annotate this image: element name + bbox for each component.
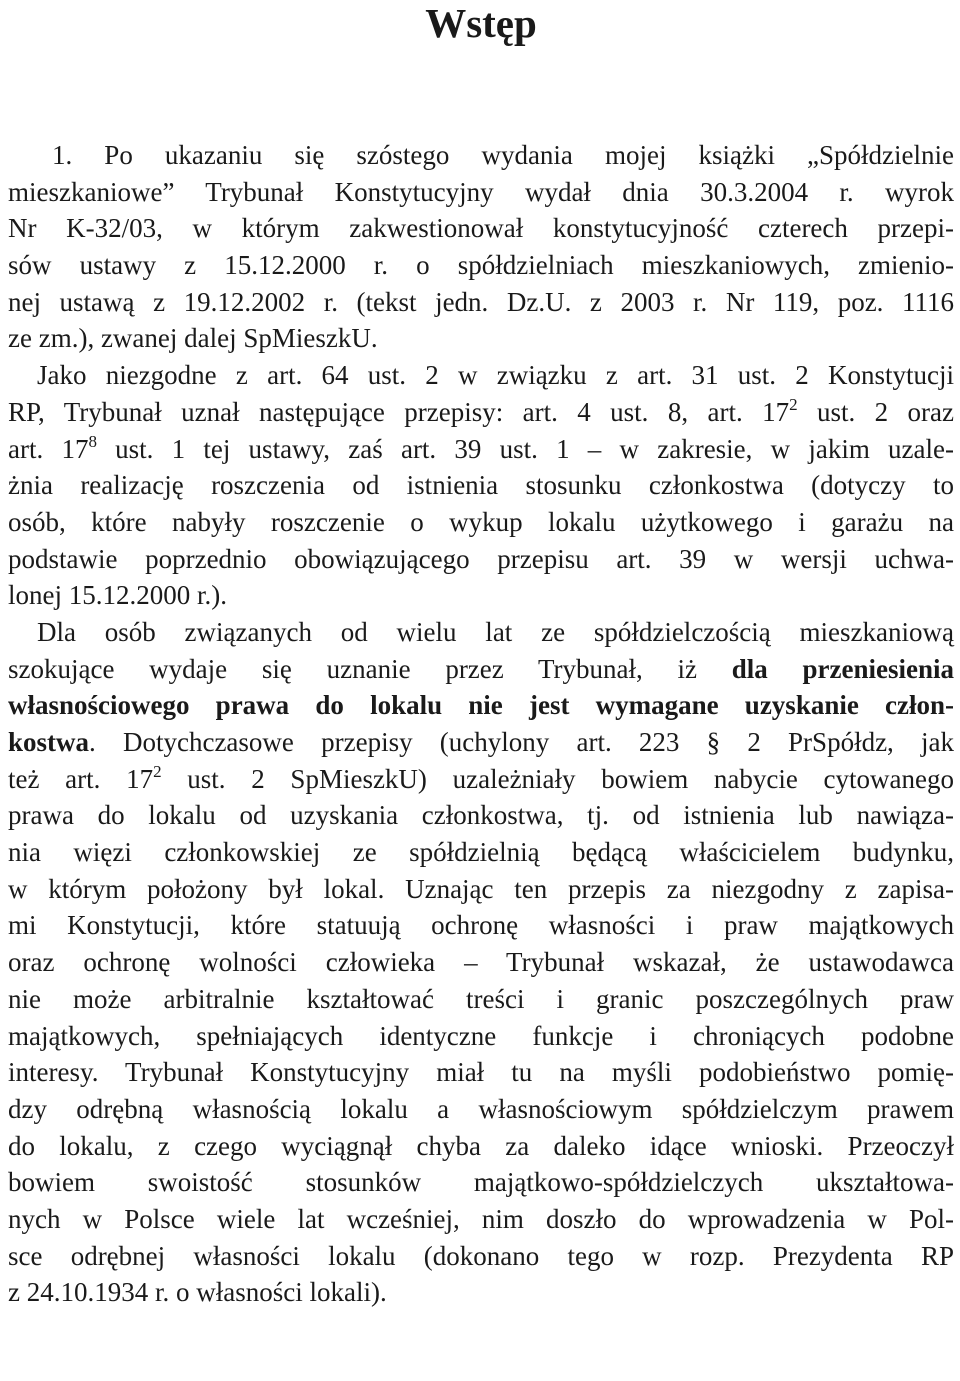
superscript: 2 bbox=[153, 761, 162, 781]
text-line bbox=[8, 247, 954, 284]
text-run: prawa do lokalu od uzyskania członkostwa, tj. od istnienia lub nawiąza- bbox=[8, 800, 954, 831]
text-run: Nr K-32/03, w którym zakwestionował konstytucyjność czterech przepi- bbox=[8, 213, 954, 244]
text-line bbox=[8, 320, 954, 357]
text-run: nia więzi członkowskiej ze spółdzielnią będącą właścicielem budynku, bbox=[8, 837, 954, 868]
text-line bbox=[8, 651, 954, 688]
text-run: w którym położony był lokal. Uznając ten przepis za niezgodny z zapisa- bbox=[8, 873, 954, 904]
bold-text: własnościowego prawa do lokalu nie jest wymagane uzyskanie człon- bbox=[8, 690, 954, 721]
text-run: z 24.10.1934 r. o własności lokali). bbox=[8, 1277, 387, 1308]
text-line bbox=[8, 1164, 954, 1201]
text-run: Dla osób związanych od wielu lat ze spółdzielczością mieszkaniową bbox=[37, 616, 954, 647]
text-run: . Dotychczasowe przepisy (uchylony art. 223 § 2 PrSpółdz, jak bbox=[89, 727, 954, 757]
text-run: żnia realizację roszczenia od istnienia stosunku członkostwa (dotyczy to bbox=[8, 470, 954, 501]
text-line bbox=[8, 577, 954, 614]
text-line bbox=[8, 357, 954, 394]
text-line bbox=[8, 541, 954, 578]
text-line bbox=[8, 871, 954, 908]
text-run: do lokalu, z czego wyciągnął chyba za daleko idące wnioski. Przeoczył bbox=[8, 1130, 954, 1161]
superscript: 2 bbox=[789, 394, 798, 414]
text-run: podstawie poprzednio obowiązującego przepisu art. 39 w wersji uchwa- bbox=[8, 543, 954, 574]
superscript: 8 bbox=[88, 431, 97, 451]
text-run: też art. 17 bbox=[8, 763, 154, 794]
text-line bbox=[8, 1238, 954, 1275]
text-line bbox=[8, 467, 954, 504]
text-run: ze zm.), zwanej dalej SpMieszkU. bbox=[8, 323, 378, 354]
text-run: ust. 1 tej ustawy, zaś art. 39 ust. 1 – w zakresie, w jakim uzale- bbox=[96, 433, 954, 464]
text-line bbox=[8, 614, 954, 651]
text-run: nej ustawą z 19.12.2002 r. (tekst jedn. Dz.U. z 2003 r. Nr 119, poz. 1116 bbox=[8, 286, 954, 317]
text-run: mieszkaniowe” Trybunał Konstytucyjny wydał dnia 30.3.2004 r. wyrok bbox=[8, 176, 954, 207]
text-line bbox=[8, 210, 954, 247]
text-run: oraz ochronę wolności człowieka – Trybunał wskazał, że ustawodawca bbox=[8, 947, 954, 978]
text-line bbox=[8, 687, 954, 724]
text-line bbox=[8, 1128, 954, 1165]
bold-text: dla przeniesienia bbox=[731, 653, 954, 684]
text-line bbox=[8, 907, 954, 944]
text-line bbox=[8, 944, 954, 981]
text-line bbox=[8, 981, 954, 1018]
text-line bbox=[8, 1201, 954, 1238]
text-run: mi Konstytucji, które statuują ochronę własności i praw majątkowych bbox=[8, 910, 954, 941]
text-run: interesy. Trybunał Konstytucyjny miał tu na myśli podobieństwo pomię- bbox=[8, 1057, 954, 1088]
text-run: Jako niezgodne z art. 64 ust. 2 w związku z art. 31 ust. 2 Konstytucji bbox=[37, 360, 954, 391]
text-run: nie może arbitralnie kształtować treści i granic poszczególnych praw bbox=[8, 983, 954, 1014]
text-line bbox=[8, 174, 954, 211]
text-line bbox=[8, 834, 954, 871]
text-run: ust. 2 SpMieszkU) uzależniały bowiem nabycie cytowanego bbox=[161, 763, 955, 794]
text-run: majątkowych, spełniających identyczne funkcje i chroniących podobne bbox=[8, 1020, 954, 1051]
text-line bbox=[8, 797, 954, 834]
text-line bbox=[8, 431, 954, 468]
text-line bbox=[8, 284, 954, 321]
text-line bbox=[8, 1018, 954, 1055]
text-line bbox=[8, 1091, 954, 1128]
text-line bbox=[8, 724, 954, 761]
text-run: nych w Polsce wiele lat wcześniej, nim doszło do wprowadzenia w Pol- bbox=[8, 1203, 954, 1234]
text-line bbox=[8, 137, 954, 174]
text-run: szokujące wydaje się uznanie przez Trybunał, iż bbox=[8, 653, 732, 684]
page-title: Wstęp bbox=[425, 0, 537, 46]
text-run: 1. Po ukazaniu się szóstego wydania mojej książki „Spółdzielnie bbox=[52, 140, 954, 170]
text-line bbox=[8, 1274, 954, 1311]
text-run: ust. 2 oraz bbox=[797, 396, 954, 427]
text-line bbox=[8, 394, 954, 431]
text-run: sce odrębnej własności lokalu (dokonano tego w rozp. Prezydenta RP bbox=[8, 1240, 954, 1271]
text-line bbox=[8, 1054, 954, 1091]
text-run: lonej 15.12.2000 r.). bbox=[8, 580, 227, 611]
body-text bbox=[8, 137, 954, 1311]
text-run: osób, które nabyły roszczenie o wykup lokalu użytkowego i garażu na bbox=[8, 506, 954, 537]
text-run: art. 17 bbox=[8, 433, 89, 464]
text-line bbox=[8, 761, 954, 798]
text-run: bowiem swoistość stosunków majątkowo-spółdzielczych ukształtowa- bbox=[8, 1167, 954, 1198]
text-line bbox=[8, 504, 954, 541]
text-run: RP, Trybunał uznał następujące przepisy: art. 4 ust. 8, art. 17 bbox=[8, 396, 790, 427]
document-page bbox=[8, 0, 955, 1308]
bold-text: kostwa bbox=[8, 727, 90, 757]
text-run: sów ustawy z 15.12.2000 r. o spółdzielniach mieszkaniowych, zmienio- bbox=[8, 250, 954, 281]
text-run: dzy odrębną własnością lokalu a własnościowym spółdzielczym prawem bbox=[8, 1093, 954, 1124]
